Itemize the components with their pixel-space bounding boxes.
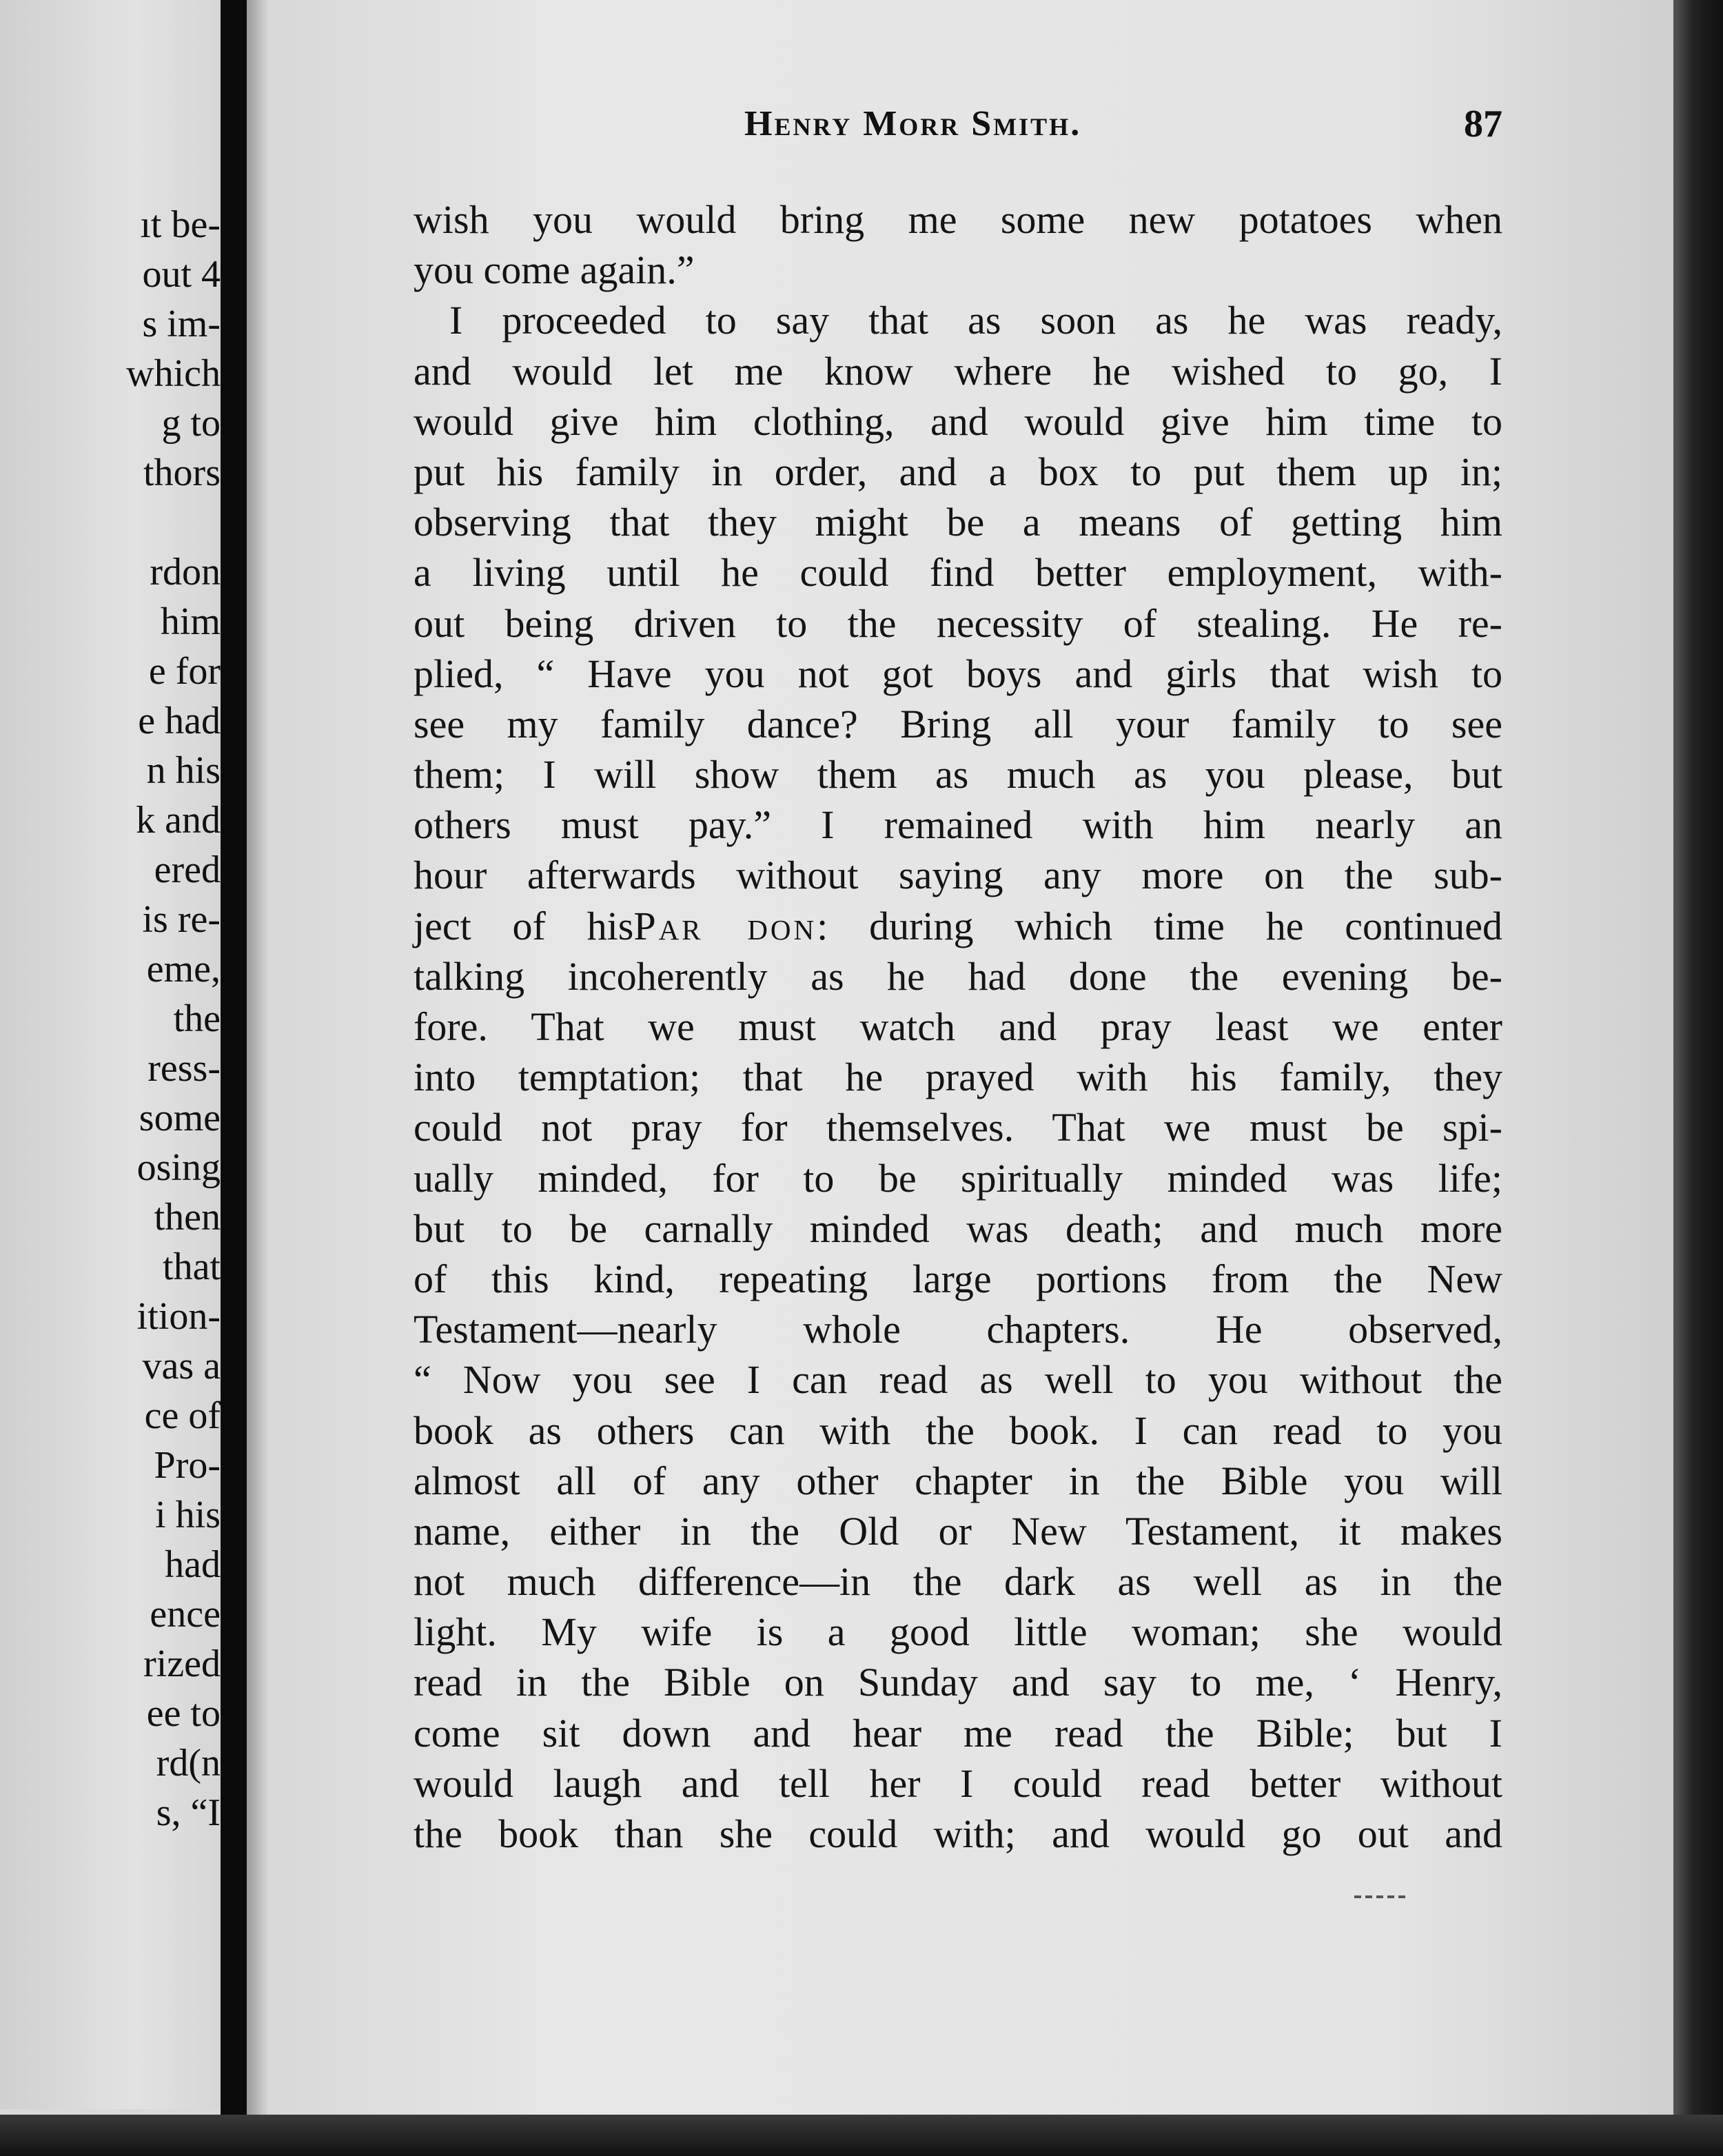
text-line: them; I will show them as much as you please, but: [414, 752, 1502, 797]
left-page-fragment: thors: [143, 451, 221, 494]
left-page-fragment: e had: [138, 700, 221, 742]
left-page-fragment: then: [154, 1196, 221, 1239]
left-page-fragment: ition-: [136, 1295, 221, 1338]
text-line: a living until he could find better employment, with-: [414, 550, 1502, 596]
left-page-fragment: ee to: [146, 1692, 221, 1735]
text-line: out being driven to the necessity of stealing. He re-: [414, 600, 1502, 646]
text-line: Testament—nearly whole chapters. He observed,: [414, 1307, 1502, 1352]
left-page-fragment: rd(n: [156, 1742, 221, 1784]
bottom-scan-edge: [0, 2115, 1723, 2156]
text-line: the book than she could with; and would go out and: [414, 1811, 1502, 1856]
page-number: 87: [1464, 103, 1502, 145]
left-page-fragment: that: [163, 1245, 221, 1288]
header-title: Henry Morr Smith.: [744, 104, 1082, 143]
left-page-fragment: ıt be-: [140, 203, 221, 246]
gutter-shadow: [247, 0, 267, 2156]
text-line: name, either in the Old or New Testament, it makes: [414, 1508, 1502, 1554]
left-page-fragment: ered: [154, 848, 221, 891]
left-page-fragment: n his: [146, 749, 221, 792]
text-line: almost all of any other chapter in the Bible you will: [414, 1458, 1502, 1503]
left-page-fragment: g to: [161, 402, 221, 445]
left-page-fragment: ce of: [144, 1394, 221, 1437]
text-line: you come again.”: [414, 247, 695, 293]
text-line-pardon: [414, 901, 1502, 951]
text-line: I proceeded to say that as soon as he was ready,: [449, 298, 1502, 343]
page-body-text: [414, 194, 1502, 1859]
left-page-fragment: vas a: [142, 1345, 221, 1387]
text-line: could not pray for themselves. That we must be spi-: [414, 1105, 1502, 1150]
left-page-fragment: rdon: [150, 551, 221, 593]
left-facing-page: [0, 0, 221, 2109]
left-page-fragment: ence: [150, 1593, 221, 1636]
text-line: light. My wife is a good little woman; she would: [414, 1609, 1502, 1655]
text-line: and would let me know where he wished to go, I: [414, 348, 1502, 394]
text-line: see my family dance? Bring all your family to see: [414, 701, 1502, 746]
text-line: put his family in order, and a box to put them up in;: [414, 449, 1502, 494]
text-line: of this kind, repeating large portions from the New: [414, 1256, 1502, 1301]
text-line: would give him clothing, and would give him time to: [414, 398, 1502, 444]
left-page-fragment: osing: [136, 1146, 221, 1189]
text-line: others must pay.” I remained with him nearly an: [414, 802, 1502, 848]
running-head: [414, 96, 1502, 152]
text-line: talking incoherently as he had done the evening be-: [414, 953, 1502, 999]
left-page-fragment: e for: [148, 650, 221, 693]
left-page-fragment: k and: [136, 799, 221, 842]
text-line: hour afterwards without saying any more on the sub-: [414, 853, 1502, 898]
left-page-fragment: s im-: [142, 303, 221, 345]
footer-ink-mark: [1354, 1895, 1409, 1898]
text-line: observing that they might be a means of getting him: [414, 500, 1502, 545]
text-line: plied, “ Have you not got boys and girls that wish to: [414, 651, 1502, 696]
text-line: fore. That we must watch and pray least we enter: [414, 1004, 1502, 1049]
left-page-fragment: out 4: [142, 253, 221, 296]
left-page-fragment: the: [173, 997, 221, 1040]
text-line: not much difference—in the dark as well as in the: [414, 1559, 1502, 1605]
text-line: wish you would bring me some new potatoes when: [414, 197, 1502, 242]
text-line: would laugh and tell her I could read better without: [414, 1760, 1502, 1806]
left-page-fragment: rized: [143, 1643, 221, 1685]
pardon-word: Par don: [633, 903, 817, 948]
text-line: book as others can with the book. I can read to you: [414, 1407, 1502, 1453]
text-line: read in the Bible on Sunday and say to me, ‘ Henry,: [414, 1660, 1502, 1705]
left-page-fragment: some: [139, 1097, 221, 1139]
left-page-fragment: s, “I: [156, 1791, 221, 1834]
left-page-text-fragments: [0, 200, 221, 1838]
text-line: into temptation; that he prayed with his family, they: [414, 1055, 1502, 1100]
text-fragment: ject of his: [414, 903, 634, 948]
text-line: ually minded, for to be spiritually minded was life;: [414, 1155, 1502, 1201]
left-page-fragment: which: [126, 352, 221, 395]
left-page-fragment: ress-: [147, 1047, 221, 1090]
text-line: “ Now you see I can read as well to you without the: [414, 1357, 1502, 1403]
text-line: come sit down and hear me read the Bible; but I: [414, 1710, 1502, 1756]
left-page-fragment: i his: [155, 1494, 221, 1536]
text-fragment: : during which time he continued: [817, 903, 1502, 948]
right-scan-edge: [1673, 0, 1723, 2156]
text-line: but to be carnally minded was death; and much more: [414, 1206, 1502, 1251]
left-page-fragment: had: [165, 1543, 221, 1586]
left-page-fragment: Pro-: [154, 1444, 221, 1487]
left-page-fragment: eme,: [146, 948, 221, 990]
left-page-fragment: him: [160, 600, 221, 643]
left-page-fragment: [0, 498, 221, 547]
left-page-fragment: is re-: [142, 898, 221, 941]
book-gutter: [221, 0, 247, 2156]
